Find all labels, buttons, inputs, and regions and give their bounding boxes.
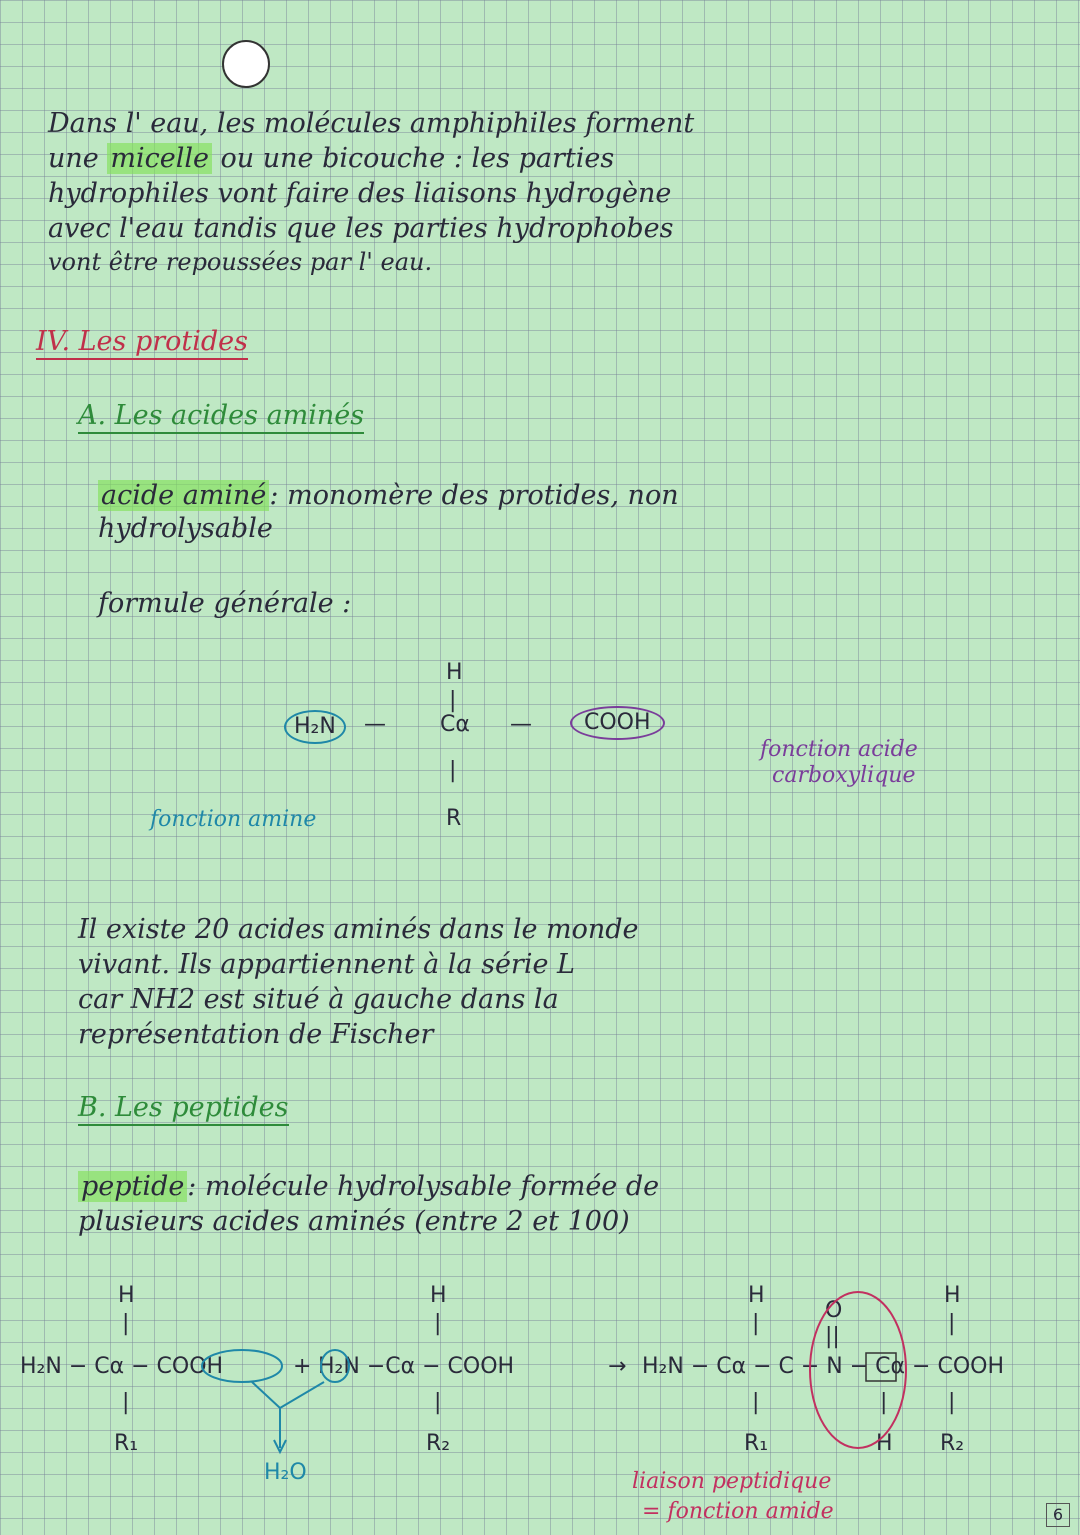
intro-line-4: avec l'eau tandis que les parties hydrophobes [48, 213, 674, 244]
reaction-r1-product: R₁ [744, 1431, 769, 1456]
reaction-bond-h1: | [122, 1311, 130, 1336]
h-circle [321, 1350, 349, 1382]
reaction-h2: H [430, 1283, 447, 1308]
reaction-nh-hydrogen: H [876, 1431, 893, 1456]
reaction-bond-r2: | [434, 1390, 442, 1415]
formula-carboxyl-group: COOH [570, 706, 665, 740]
reaction-arrow: → [608, 1354, 627, 1379]
reaction-dipeptide: H₂N − Cα − C − N − Cα − COOH [642, 1354, 1005, 1379]
intro-line-3: hydrophiles vont faire des liaisons hydrogène [48, 178, 672, 209]
peptide-bond-circle [810, 1292, 906, 1448]
amino-acid-definition-2: hydrolysable [98, 513, 273, 544]
cooh-circle [202, 1350, 282, 1382]
reaction-bond-nh: | [880, 1390, 888, 1415]
reaction-h3: H [748, 1283, 765, 1308]
reaction-amino-acid-2: H₂N −Cα − COOH [318, 1354, 515, 1379]
reaction-water: H₂O [264, 1460, 307, 1485]
aa-paragraph-2: vivant. Ils appartiennent à la série L [78, 949, 575, 980]
reaction-h1: H [118, 1283, 135, 1308]
peptide-definition: peptide : molécule hydrolysable formée de [78, 1173, 659, 1200]
formula-bond-left: — [364, 712, 386, 737]
reaction-r1: R₁ [114, 1431, 139, 1456]
highlight-micelle: micelle [107, 143, 212, 174]
reaction-bond-r3: | [752, 1390, 760, 1415]
formula-label: formule générale : [98, 588, 352, 619]
note-fonction-acide: fonction acide [760, 737, 918, 762]
reaction-bond-h2: | [434, 1311, 442, 1336]
formula-bond-bottom: | [449, 758, 457, 783]
formula-c-alpha: Cα [440, 712, 470, 737]
amide-box [866, 1353, 896, 1381]
reaction-bond-r1: | [122, 1390, 130, 1415]
reaction-amino-acid-1: H₂N − Cα − COOH [20, 1354, 224, 1379]
reaction-r2-product: R₂ [940, 1431, 965, 1456]
intro-line-5: vont être repoussées par l' eau. [48, 248, 433, 276]
note-fonction-amine: fonction amine [150, 807, 317, 832]
formula-h: H [446, 660, 463, 685]
highlight-acide-amine: acide aminé [98, 480, 269, 511]
reaction-double-bond: || [825, 1324, 840, 1349]
aa-paragraph-4: représentation de Fischer [78, 1019, 434, 1050]
reaction-h4: H [944, 1283, 961, 1308]
section-a-title: A. Les acides aminés [78, 402, 364, 434]
section-iv-title: IV. Les protides [36, 328, 248, 360]
reaction-oxygen: O [825, 1298, 843, 1323]
water-arrow [252, 1382, 324, 1452]
reaction-r2: R₂ [426, 1431, 451, 1456]
formula-amine-group: H₂N [284, 710, 346, 744]
aa-paragraph-1: Il existe 20 acides aminés dans le monde [78, 914, 639, 945]
reaction-bond-h3: | [752, 1311, 760, 1336]
peptide-definition-2: plusieurs acides aminés (entre 2 et 100) [78, 1206, 630, 1237]
note-carboxylique: carboxylique [772, 763, 916, 788]
intro-line-2: une micelle ou une bicouche : les parties [48, 143, 615, 174]
formula-r: R [446, 806, 462, 831]
reaction-bond-h4: | [948, 1311, 956, 1336]
formula-bond-right: — [510, 712, 532, 737]
aa-paragraph-3: car NH2 est situé à gauche dans la [78, 984, 559, 1015]
reaction-bond-r4: | [948, 1390, 956, 1415]
note-fonction-amide: = fonction amide [642, 1499, 834, 1524]
formula-bond-top: | [449, 688, 457, 713]
page-number: 6 [1046, 1503, 1070, 1527]
amino-acid-definition: acide aminé : monomère des protides, non [98, 482, 679, 509]
intro-line-1: Dans l' eau, les molécules amphiphiles forment [48, 108, 695, 139]
note-liaison-peptidique: liaison peptidique [632, 1469, 832, 1494]
highlight-peptide: peptide [78, 1171, 187, 1202]
section-b-title: B. Les peptides [78, 1094, 289, 1126]
reaction-plus: + [293, 1354, 312, 1379]
